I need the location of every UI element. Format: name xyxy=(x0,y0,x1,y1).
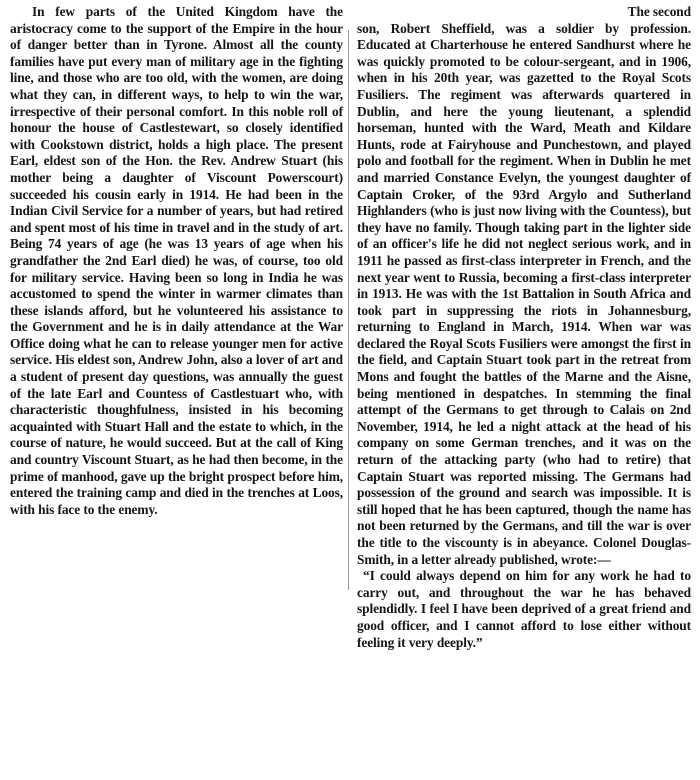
article-paragraph-robert-sheffield: son, Robert Sheffield, was a soldier by profession. Educated at Charterhouse he entered Sandhurst where he was quickly promoted to be colour-sergeant, and in 1906, when in his 20th year, was gazetted to the Royal Scots Fusiliers. The regiment was afterwards quartered in Dublin, and here the young lieutenant, a splendid horseman, hunted with the Ward, Meath and Kildare Hunts, rode at Fairyhouse and Punchestown, and played polo and football for the regiment. When in Dublin he met and married Constance Evelyn, the youngest daughter of Captain Croker, of the 93rd Argylo and Sutherland Highlanders (who is just now living with the Countess), but they have no family. Though taking part in the lighter side of an officer's life he did not neglect serious work, and in 1911 he passed as first-class interpreter in French, and the next year went to Russia, becoming a first-class interpreter in 1913. He was with the 1st Battalion in South Africa and took part in suppressing the riots in Johannesburg, returning to England in March, 1914. When war was declared the Royal Scots Fusiliers were amongst the first in the field, and Captain Stuart took part in the retreat from Mons and fought the battles of the Marne and the Aisne, being mentioned in despatches. In stemming the final attempt of the Germans to get through to Calais on 2nd November, 1914, he led a night attack at the head of his company on some German trenches, and it was on the return of the attacking party (who had to retire) that Captain Stuart was reported missing. The Germans had possession of the ground and search was impossible. It is still hoped that he has been captured, though the name has not been returned by the Germans, and till the war is over the title to the viscounty is in abeyance. Colonel Douglas-Smith, in a letter already published, wrote:— xyxy=(357,20,691,567)
right-column xyxy=(357,4,691,651)
left-column xyxy=(10,4,343,518)
paragraph-lead-in: The second xyxy=(627,4,691,19)
column-divider xyxy=(348,30,349,590)
article-paragraph-castlestewart: In few parts of the United Kingdom have the aristocracy come to the support of the Empire in the hour of danger better than in Tyrone. Almost all the county families have put every man of military age in the fighting line, and those who are too old, with the women, are doing what they can, in different ways, to help to win the war, irrespective of their personal comfort. In this noble roll of honour the house of Castlestewart, so closely identified with Cookstown district, holds a high place. The present Earl, eldest son of the Hon. the Rev. Andrew Stuart (his mother being a daughter of Viscount Powerscourt) succeeded his cousin early in 1914. He had been in the Indian Civil Service for a number of years, but had retired and spent most of his time in travel and in the study of art. Being 74 years of age (he was 13 years of age when his grandfather the 2nd Earl died) he was, of course, too old for military service. Having been so long in India he was accustomed to spend the winter in warmer climates than these islands afford, but he volunteered his assistance to the Government and he is in daily attendance at the War Office doing what he can to release younger men for active service. His eldest son, Andrew John, also a lover of art and a student of present day questions, was annually the guest of the late Earl and Countess of Castlestuart who, with characteristic thoughfulness, insisted in his becoming acquainted with Stuart Hall and the estate to which, in the course of nature, he would succeed. But at the call of King and country Viscount Stuart, as he had then become, in the prime of manhood, gave up the bright prospect before him, entered the training camp and died in the trenches at Loos, with his face to the enemy. xyxy=(10,4,343,517)
colonel-letter-quote: “I could always depend on him for any work he had to carry out, and throughout the war he has behaved splendidly. I feel I have been deprived of a great friend and good officer, and I cannot afford to lose either without feeling it very deeply.” xyxy=(357,568,691,650)
